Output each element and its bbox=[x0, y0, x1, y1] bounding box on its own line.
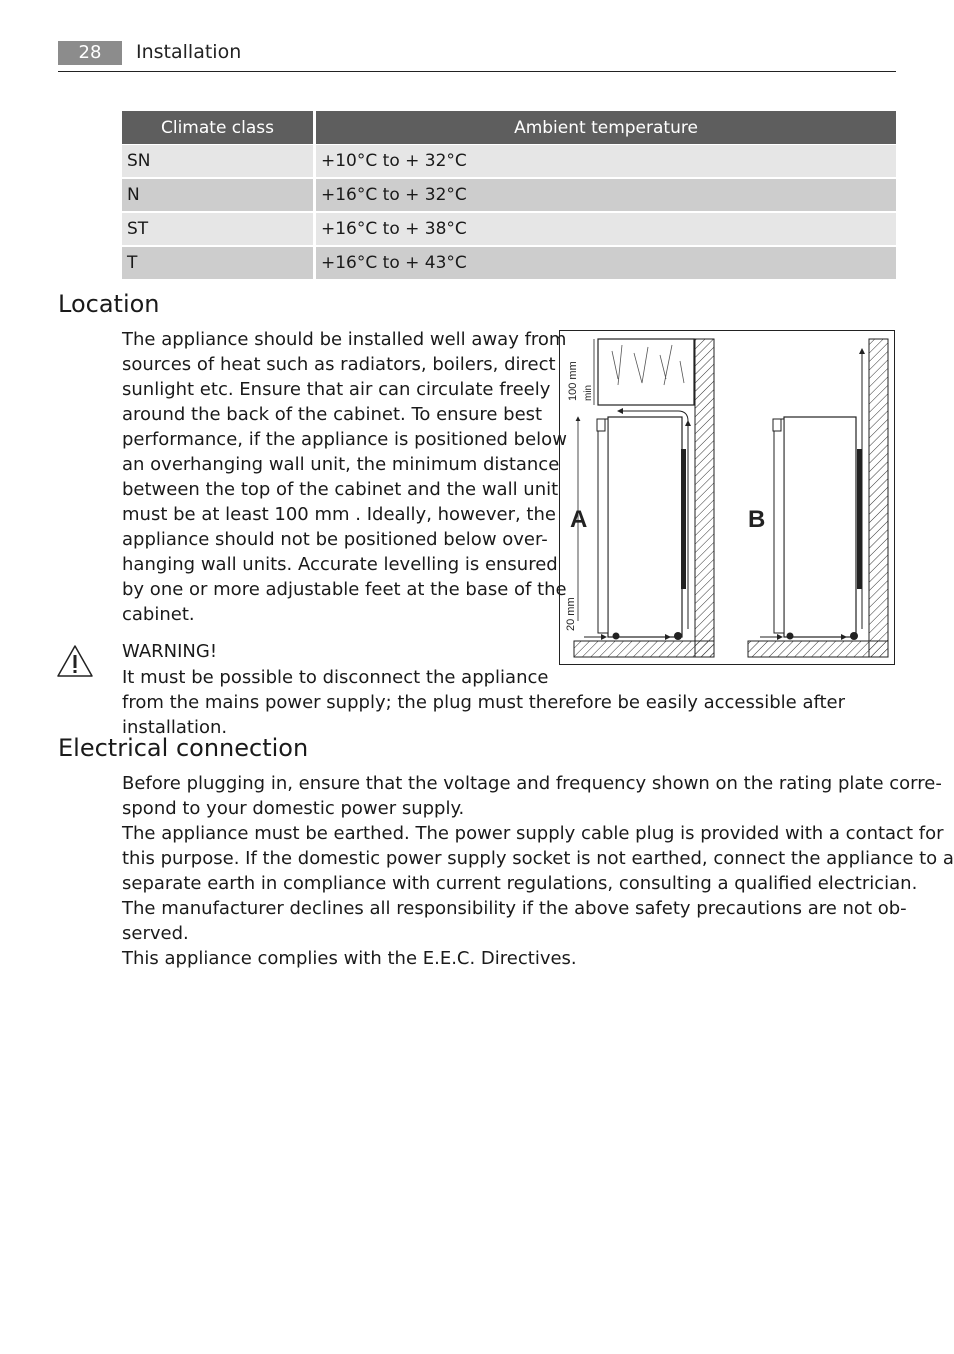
label-a: A bbox=[570, 506, 588, 533]
text-line: Before plugging in, ensure that the voltage and frequency shown on the rating plate corre- bbox=[122, 773, 942, 794]
label-b: B bbox=[748, 506, 766, 533]
table-row bbox=[122, 179, 896, 213]
table-cell-class: T bbox=[122, 247, 316, 281]
table-row bbox=[122, 145, 896, 179]
text-line: This appliance complies with the E.E.C. Directives. bbox=[122, 948, 577, 969]
text-line: this purpose. If the domestic power supply socket is not earthed, connect the appliance to a bbox=[122, 848, 954, 869]
page-number: 28 bbox=[58, 41, 122, 65]
text-line: It must be possible to disconnect the appliance bbox=[122, 667, 549, 688]
installation-diagram-drawing bbox=[560, 331, 894, 664]
text-line: separate earth in compliance with current regulations, consulting a qualified electrician. bbox=[122, 873, 918, 894]
text-line: sunlight etc. Ensure that air can circulate freely bbox=[122, 379, 551, 400]
table-cell-class: N bbox=[122, 179, 316, 213]
text-line: between the top of the cabinet and the wall unit bbox=[122, 479, 559, 500]
warning-title: WARNING! bbox=[122, 641, 218, 662]
text-line: appliance should not be positioned below over- bbox=[122, 529, 548, 550]
text-line: The appliance should be installed well away from bbox=[122, 329, 567, 350]
warning-icon bbox=[56, 644, 94, 678]
text-line: spond to your domestic power supply. bbox=[122, 798, 465, 819]
dimension-top-sublabel: min bbox=[583, 384, 594, 401]
text-line: from the mains power supply; the plug must therefore be easily accessible after installation. bbox=[122, 692, 846, 738]
text-line: by one or more adjustable feet at the base of the bbox=[122, 579, 567, 600]
table-header-row bbox=[122, 111, 896, 145]
location-heading: Location bbox=[58, 290, 160, 318]
table-row bbox=[122, 213, 896, 247]
climate-class-table bbox=[122, 111, 896, 281]
text-line: served. bbox=[122, 923, 189, 944]
electrical-paragraph bbox=[122, 771, 954, 971]
text-line: sources of heat such as radiators, boilers, direct bbox=[122, 354, 556, 375]
section-title: Installation bbox=[136, 41, 242, 63]
location-paragraph bbox=[122, 327, 567, 627]
table-cell-temperature: +10°C to + 32°C bbox=[316, 145, 896, 179]
warning-text bbox=[122, 665, 954, 740]
text-line: around the back of the cabinet. To ensure best bbox=[122, 404, 543, 425]
table-row bbox=[122, 247, 896, 281]
text-line: hanging wall units. Accurate levelling is ensured bbox=[122, 554, 558, 575]
text-line: cabinet. bbox=[122, 604, 195, 625]
dimension-top-label: 100 mm bbox=[567, 361, 579, 401]
text-line: The appliance must be earthed. The power supply cable plug is provided with a contact for bbox=[122, 823, 944, 844]
page-header bbox=[58, 38, 896, 72]
table-cell-temperature: +16°C to + 43°C bbox=[316, 247, 896, 281]
text-line: The manufacturer declines all responsibility if the above safety precautions are not ob- bbox=[122, 898, 907, 919]
table-cell-class: SN bbox=[122, 145, 316, 179]
dimension-bottom-label: 20 mm bbox=[565, 597, 577, 631]
electrical-connection-heading: Electrical connection bbox=[58, 734, 309, 762]
text-line: an overhanging wall unit, the minimum distance bbox=[122, 454, 560, 475]
installation-diagram bbox=[559, 330, 895, 665]
text-line: performance, if the appliance is positioned below bbox=[122, 429, 567, 450]
table-cell-temperature: +16°C to + 32°C bbox=[316, 179, 896, 213]
column-header-ambient-temperature: Ambient temperature bbox=[316, 111, 896, 145]
table-cell-temperature: +16°C to + 38°C bbox=[316, 213, 896, 247]
column-header-climate-class: Climate class bbox=[122, 111, 316, 145]
table-cell-class: ST bbox=[122, 213, 316, 247]
text-line: must be at least 100 mm . Ideally, however, the bbox=[122, 504, 556, 525]
